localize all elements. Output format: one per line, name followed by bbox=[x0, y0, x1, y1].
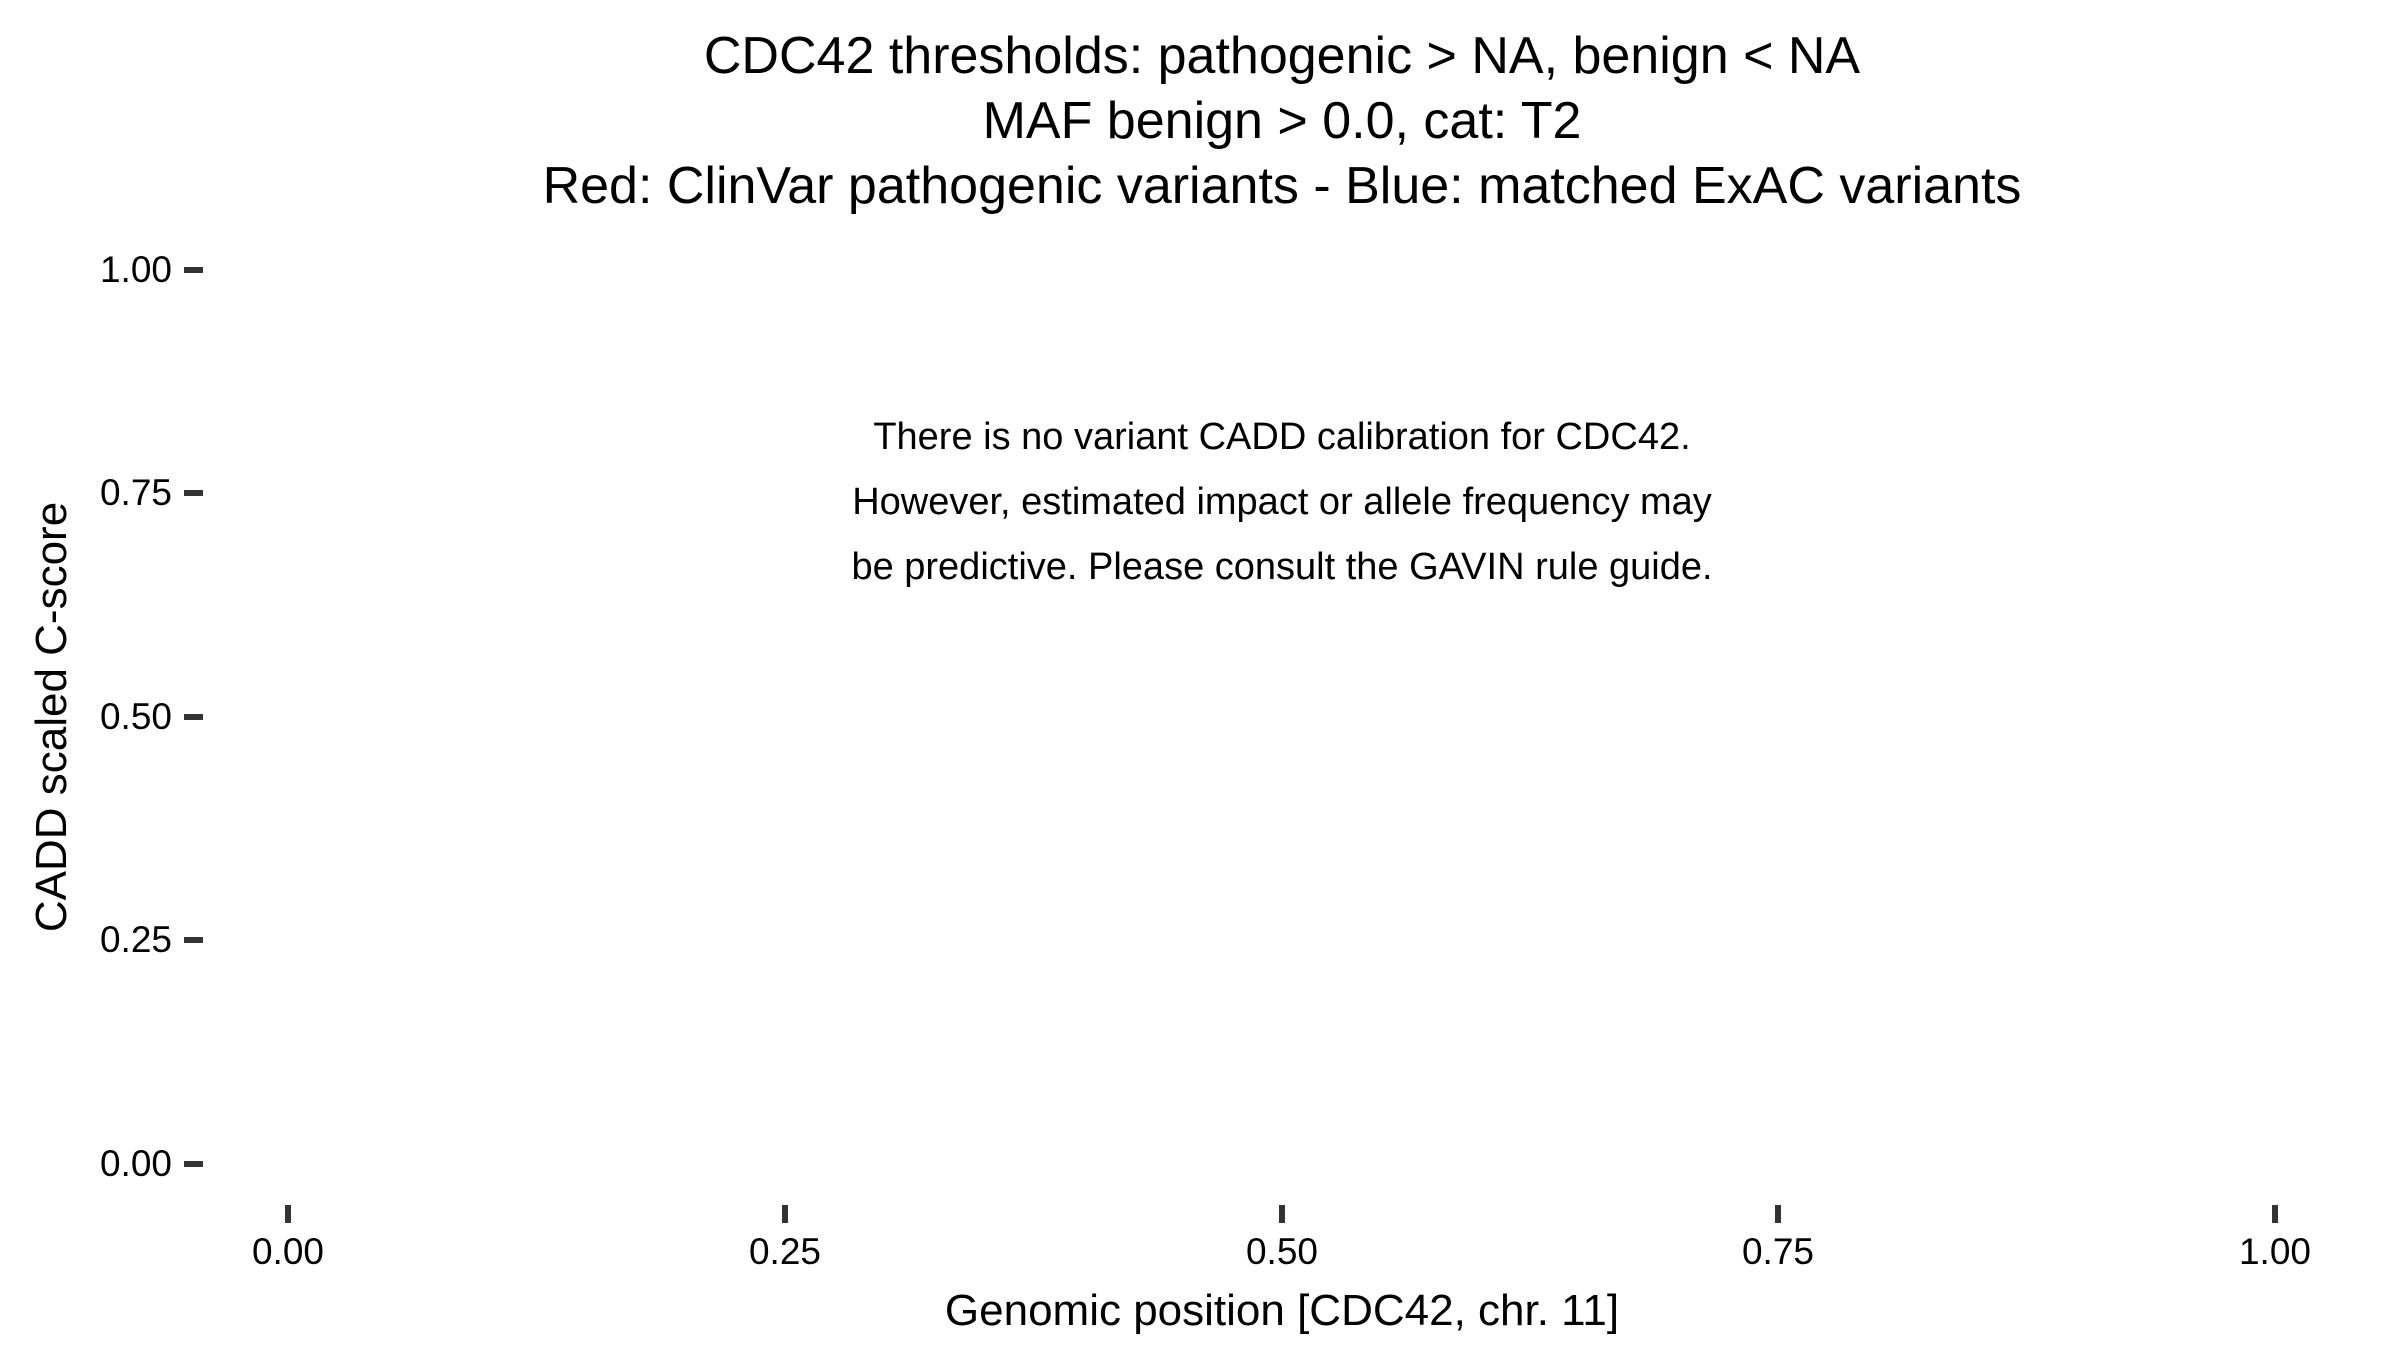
plot-title bbox=[282, 24, 2282, 219]
y-axis-tick-mark bbox=[184, 490, 203, 496]
y-axis-tick-mark bbox=[184, 1161, 203, 1167]
y-axis-tick-label: 0.50 bbox=[99, 696, 172, 737]
annotation-line-2: However, estimated impact or allele frequency may bbox=[852, 481, 1712, 523]
x-axis-tick-label: 0.00 bbox=[251, 1231, 324, 1272]
x-axis-tick-mark bbox=[1775, 1205, 1781, 1223]
y-axis-tick-mark bbox=[184, 714, 203, 720]
plot-title-line-1: CDC42 thresholds: pathogenic > NA, benign < NA bbox=[703, 27, 1861, 85]
x-axis-tick-label: 1.00 bbox=[2238, 1231, 2311, 1272]
x-axis-tick-label: 0.25 bbox=[748, 1231, 821, 1272]
x-axis-tick-mark bbox=[2272, 1205, 2278, 1223]
x-axis-tick-label: 0.50 bbox=[1245, 1231, 1318, 1272]
x-axis-tick-mark bbox=[1279, 1205, 1285, 1223]
y-axis-tick-label: 0.00 bbox=[99, 1143, 172, 1184]
y-axis-tick-label: 0.75 bbox=[99, 472, 172, 513]
annotation-line-3: be predictive. Please consult the GAVIN rule guide. bbox=[851, 546, 1713, 588]
annotation-line-1: There is no variant CADD calibration for CDC42. bbox=[873, 416, 1691, 458]
x-axis-tick-mark bbox=[782, 1205, 788, 1223]
x-axis-title: Genomic position [CDC42, chr. 11] bbox=[944, 1286, 1620, 1335]
y-axis-tick-label: 0.25 bbox=[99, 919, 172, 960]
x-axis-tick-label: 0.75 bbox=[1741, 1231, 1814, 1272]
plot-title-line-3: Red: ClinVar pathogenic variants - Blue: matched ExAC variants bbox=[542, 157, 2022, 215]
y-axis-tick-mark bbox=[184, 267, 203, 273]
x-axis-tick-mark bbox=[285, 1205, 291, 1223]
y-axis-title: CADD scaled C-score bbox=[27, 501, 76, 933]
plot-panel bbox=[288, 270, 2275, 1164]
y-axis-tick-mark bbox=[184, 937, 203, 943]
plot-title-line-2: MAF benign > 0.0, cat: T2 bbox=[982, 92, 1582, 150]
y-axis-tick-label: 1.00 bbox=[99, 249, 172, 290]
